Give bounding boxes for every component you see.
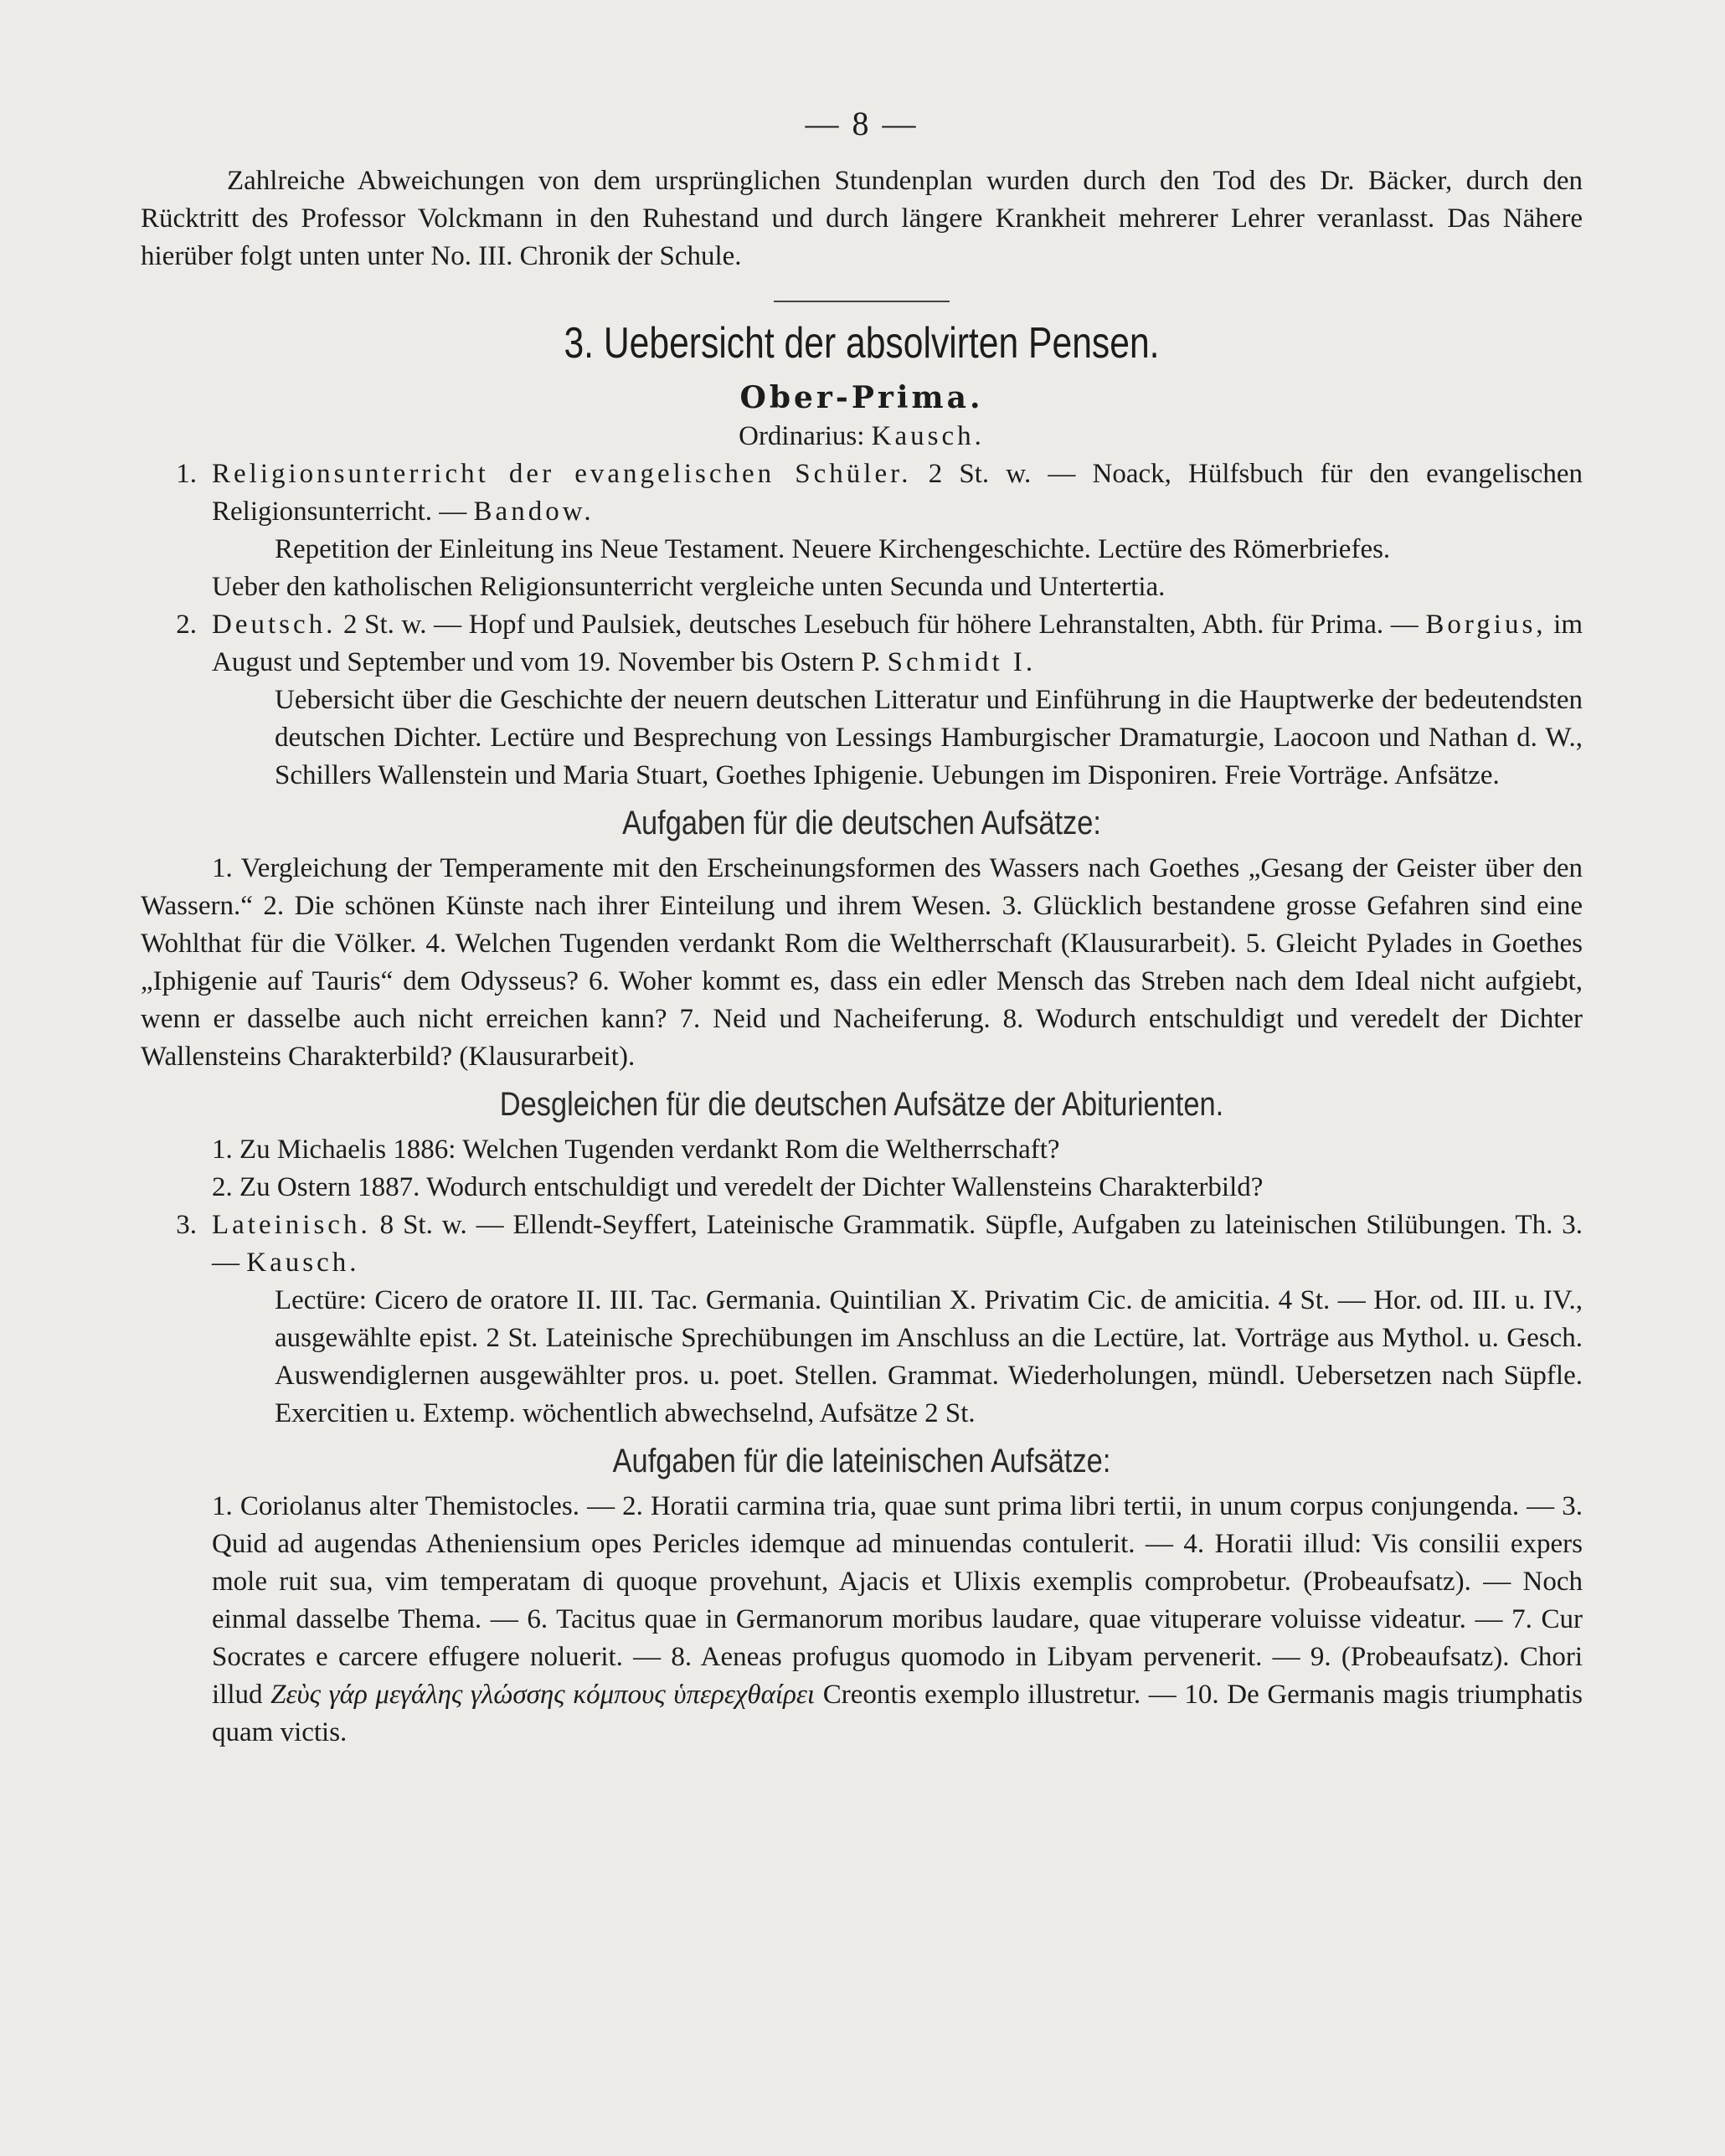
deutsch-content: Uebersicht über die Geschichte der neuern deutschen Litteratur und Einführung in die Hauptwerke der bedeutendsten deutschen Dichter. Lectüre und Besprechung von Lessings Hamburgischer Dramaturgie, Laocoon und Nathan d. W., Schillers Wallenstein und Maria Stuart, Goethes Iphigenie. Uebungen im Disponiren. Freie Vorträge. Anfsätze. (275, 685, 1583, 790)
latein-teacher: Kausch. (246, 1248, 360, 1278)
deutsch-subject: Deutsch. (212, 610, 337, 640)
separator-rule (774, 301, 950, 302)
latein-essays-heading: Aufgaben für die lateinischen Aufsätze: (612, 1443, 1111, 1479)
latein-heading (141, 1207, 1583, 1282)
section-title: 3. Uebersicht der absolvirten Pensen. (564, 319, 1160, 368)
religion-details: 2 St. w. — Noack, Hülfsbuch für den evangelischen Religionsunterricht. — (212, 459, 1583, 527)
deutsch-abitur-topic-2: 2. Zu Ostern 1887. Wodurch entschuldigt und veredelt der Dichter Wallensteins Charakterbild? (212, 1172, 1264, 1202)
latein-essays-part-b: Creontis exemplo illustretur. — 10. De Germanis magis triumphatis quam victis. (212, 1680, 1583, 1747)
deutsch-details-1: 2 St. w. — Hopf und Paulsiek, deutsches Lesebuch für höhere Lehranstalten, Abth. für Prima. — (343, 610, 1419, 640)
deutsch-abitur-heading: Desgleichen für die deutschen Aufsätze der Abiturienten. (499, 1086, 1224, 1123)
deutsch-details-2: im August und September und vom 19. November bis Ostern P. (212, 610, 1583, 677)
latein-essays-part-a: 1. Coriolanus alter Themistocles. — 2. Horatii carmina tria, quae sunt prima libri tertii, in unum corpus conjungenda. — 3. Quid ad augendas Atheniensium opes Pericles idemque ad minuendas contulerit. — 4. Horatii illud: Vis consilii expers mole ruit sua, vim temperatam di quoque provehunt, Ajacis et Ulixis exemplis comprobetur. (Probeaufsatz). — Noch einmal dasselbe Thema. — 6. Tacitus quae in Germanorum moribus laudare, quae vituperare voluisse videatur. — 7. Cur Socrates e carcere effugere noluerit. — 8. Aeneas profugus quomodo in Libyam pervenerit. — 9. (Probeaufsatz). Chori illud (212, 1491, 1583, 1710)
ordinarius-label: Ordinarius: (739, 421, 865, 451)
latein-greek-quote: Ζεὺς γάρ μεγάλης γλώσσης κόμπους ὑπερεχθαίρει (270, 1680, 816, 1710)
deutsch-heading (141, 606, 1583, 682)
deutsch-number: 2. (176, 610, 197, 640)
religion-subject: Religionsunterricht der evangelischen Schüler. (212, 459, 912, 489)
religion-number: 1. (176, 459, 197, 489)
subject-latein (141, 1207, 1583, 1752)
religion-heading (141, 455, 1583, 531)
class-title: Ober-Prima. (739, 380, 984, 415)
religion-teacher: Bandow. (473, 497, 595, 527)
latein-essays-list (141, 1488, 1583, 1752)
page-number: — 8 — (805, 105, 919, 142)
intro-paragraph: Zahlreiche Abweichungen von dem ursprünglichen Stundenplan wurden durch den Tod des Dr. Bäcker, durch den Rücktritt des Professor Volckmann in den Ruhestand und durch längere Krankheit mehrerer Lehrer veranlasst. Das Nähere hierüber folgt unten unter No. III. Chronik der Schule. (141, 166, 1583, 271)
deutsch-abitur-topic-1: 1. Zu Michaelis 1886: Welchen Tugenden verdankt Rom die Weltherrschaft? (212, 1135, 1060, 1165)
latein-details: 8 St. w. — Ellendt-Seyffert, Lateinische Grammatik. Süpfle, Aufgaben zu lateinischen Stilübungen. Th. 3. — (212, 1210, 1583, 1278)
deutsch-essays-list: 1. Vergleichung der Temperamente mit den Erscheinungsformen des Wassers nach Goethes „Gesang der Geister über den Wassern.“ 2. Die schönen Künste nach ihrer Einteilung und ihrem Wesen. 3. Glücklich bestandene grosse Gefahren sind eine Wohlthat für die Völker. 4. Welchen Tugenden verdankt Rom die Weltherrschaft (Klausurarbeit). 5. Gleicht Pylades in Goethes „Iphigenie auf Tauris“ dem Odysseus? 6. Woher kommt es, dass ein edler Mensch das Streben nach dem Ideal nicht aufgiebt, wenn er dasselbe auch nicht erreichen kann? 7. Neid und Nacheiferung. 8. Wodurch entschuldigt und veredelt der Dichter Wallensteins Charakterbild? (Klausurarbeit). (141, 853, 1583, 1072)
latein-number: 3. (176, 1210, 197, 1240)
latein-subject: Lateinisch. (212, 1210, 371, 1240)
deutsch-teacher-1: Borgius, (1425, 610, 1547, 640)
deutsch-essays-heading: Aufgaben für die deutschen Aufsätze: (622, 805, 1101, 841)
ordinarius-line (141, 418, 1583, 455)
deutsch-teacher-2: Schmidt I. (887, 647, 1037, 677)
religion-content: Repetition der Einleitung ins Neue Testament. Neuere Kirchengeschichte. Lectüre des Römerbriefes. (275, 534, 1391, 564)
subject-religion (141, 455, 1583, 606)
religion-catholic-note: Ueber den katholischen Religionsunterricht vergleiche unten Secunda und Untertertia. (212, 572, 1166, 602)
subject-deutsch (141, 606, 1583, 1207)
latein-content: Lectüre: Cicero de oratore II. III. Tac. Germania. Quintilian X. Privatim Cic. de amicitia. 4 St. — Hor. od. III. u. IV., ausgewählte epist. 2 St. Lateinische Sprechübungen im Anschluss an die Lectüre, lat. Vorträge aus Mythol. u. Gesch. Auswendiglernen ausgewählter pros. u. poet. Stellen. Grammat. Wiederholungen, mündl. Uebersetzen nach Süpfle. Exercitien u. Extemp. wöchentlich abwechselnd, Aufsätze 2 St. (275, 1285, 1583, 1428)
ordinarius-name: Kausch. (871, 421, 985, 451)
